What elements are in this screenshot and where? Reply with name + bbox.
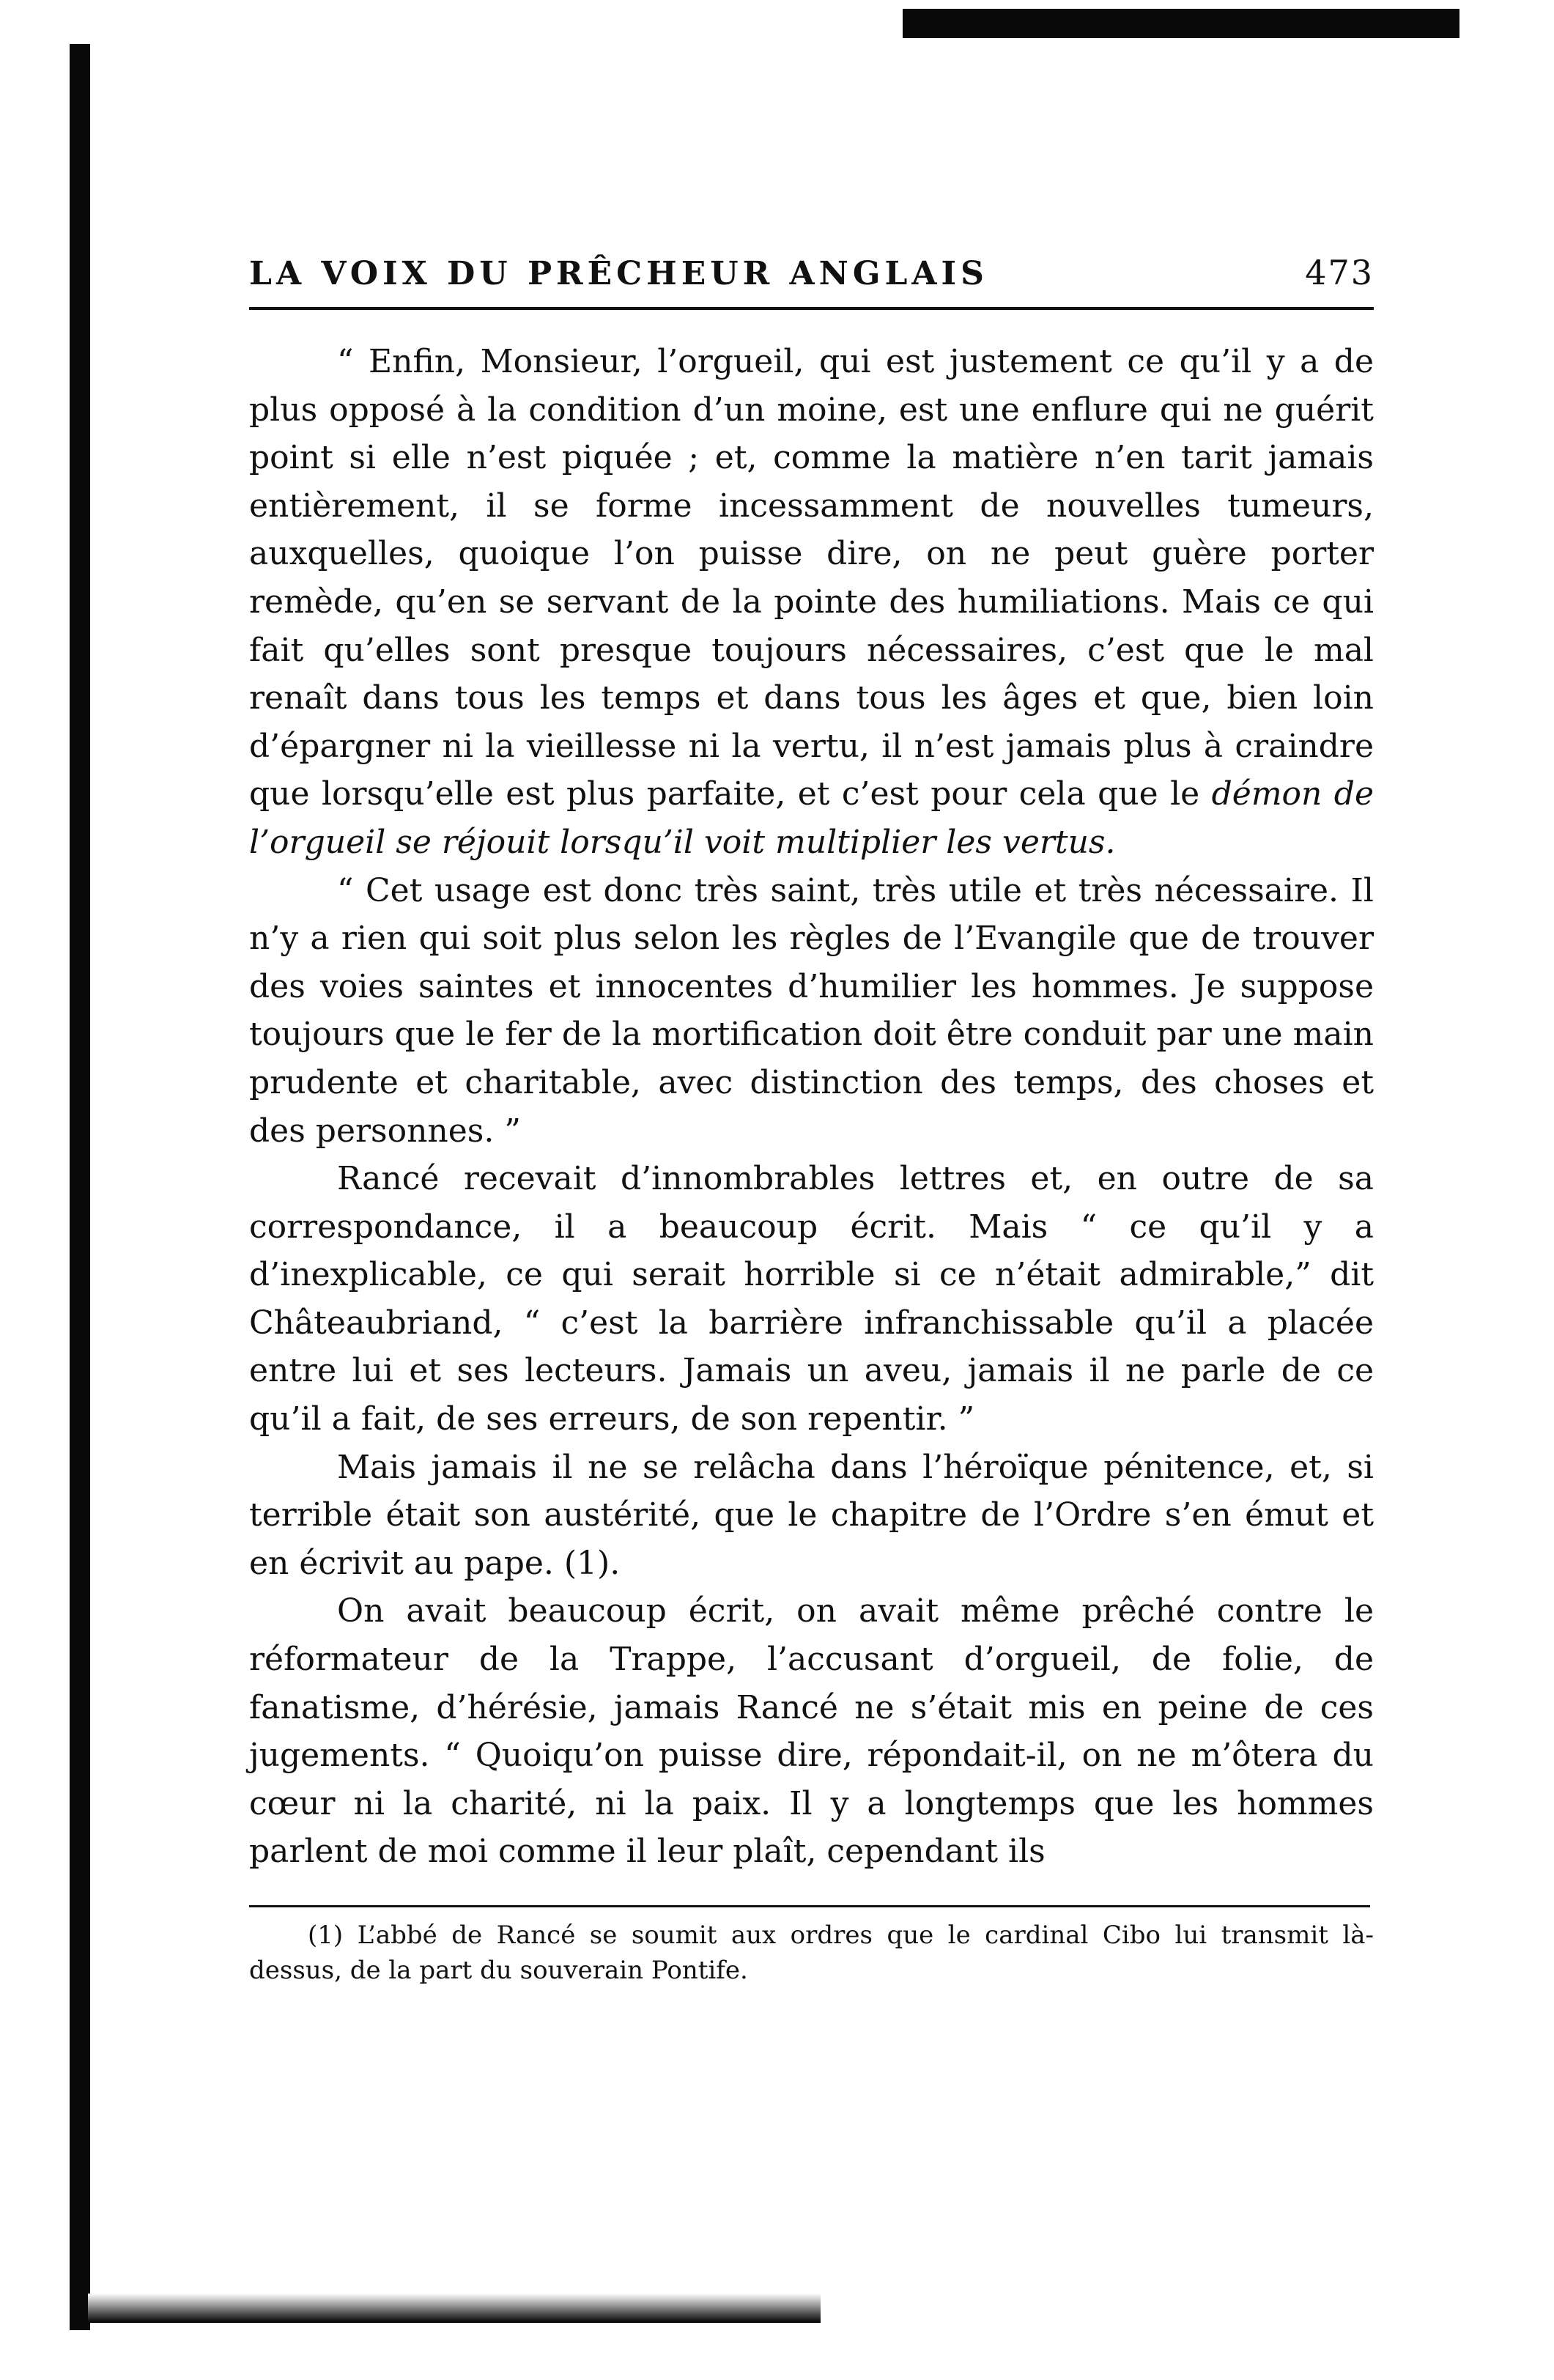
paragraph-4	[249, 1444, 1374, 1588]
paragraph-3	[249, 1155, 1374, 1444]
top-scan-rule	[903, 9, 1459, 38]
left-scan-edge	[70, 44, 90, 2330]
footnotes	[249, 1918, 1374, 1988]
paragraph-text: “ Enfin, Monsieur, l’orgueil, qui est justement ce qu’il y a de plus opposé à la condition d’un moine, est une enflure qui ne guérit point si elle n’est piquée ; et, comme la matière n’en tarit jamais entièrement, il se forme incessamment de nouvelles tumeurs, auxquelles, quoique l’on puisse dire, on ne peut guère porter remède, qu’en se servant de la pointe des humiliations. Mais ce qui fait qu’elles sont presque toujours nécessaires, c’est que le mal renaît dans tous les temps et dans tous les âges et que, bien loin d’épargner ni la vieillesse ni la vertu, il n’est jamais plus à craindre que lorsqu’elle est plus parfaite, et c’est pour cela que le	[249, 343, 1374, 813]
paragraph-text: “ Cet usage est donc très saint, très utile et très nécessaire. Il n’y a rien qui soit plus selon les règles de l’Evangile que de trouver des voies saintes et innocentes d’humilier les hommes. Je suppose toujours que le fer de la mortification doit être conduit par une main prudente et charitable, avec distinction des temps, des choses et des personnes. ”	[249, 871, 1374, 1150]
running-title: LA VOIX DU PRÊCHEUR ANGLAIS	[249, 255, 988, 292]
paragraph-text: Mais jamais il ne se relâcha dans l’héroïque pénitence, et, si terrible était son austérité, que le chapitre de l’Ordre s’en émut et en écrivit au pape. (1).	[249, 1448, 1374, 1582]
footnote-1: (1) L’abbé de Rancé se soumit aux ordres que le cardinal Cibo lui transmit là-dessus, de la part du souverain Pontife.	[249, 1921, 1374, 1985]
paragraph-5	[249, 1587, 1374, 1876]
page-body	[249, 338, 1374, 1876]
bottom-scan-shadow	[88, 2294, 821, 2323]
paragraph-2	[249, 867, 1374, 1156]
page-number: 473	[1305, 253, 1374, 292]
paragraph-text: Rancé recevait d’innombrables lettres et, en outre de sa correspondance, il a beaucoup écrit. Mais “ ce qu’il y a d’inexplicable, ce qui serait horrible si ce n’était admirable,” dit Châteaubriand, “ c’est la barrière infranchissable qu’il a placée entre lui et ses lecteurs. Jamais un aveu, jamais il ne parle de ce qu’il a fait, de ses erreurs, de son repentir. ”	[249, 1160, 1374, 1438]
paragraph-italic: démon de l’orgueil se réjouit lorsqu’il voit multiplier les vertus.	[249, 775, 1374, 861]
page-header	[249, 253, 1374, 310]
book-page	[249, 253, 1374, 1988]
footnote-rule	[249, 1905, 1370, 1907]
paragraph-1	[249, 338, 1374, 867]
paragraph-text: On avait beaucoup écrit, on avait même prêché contre le réformateur de la Trappe, l’accusant d’orgueil, de folie, de fanatisme, d’hérésie, jamais Rancé ne s’était mis en peine de ces jugements. “ Quoiqu’on puisse dire, répondait-il, on ne m’ôtera du cœur ni la charité, ni la paix. Il y a longtemps que les hommes parlent de moi comme il leur plaît, cependant ils	[249, 1592, 1374, 1871]
